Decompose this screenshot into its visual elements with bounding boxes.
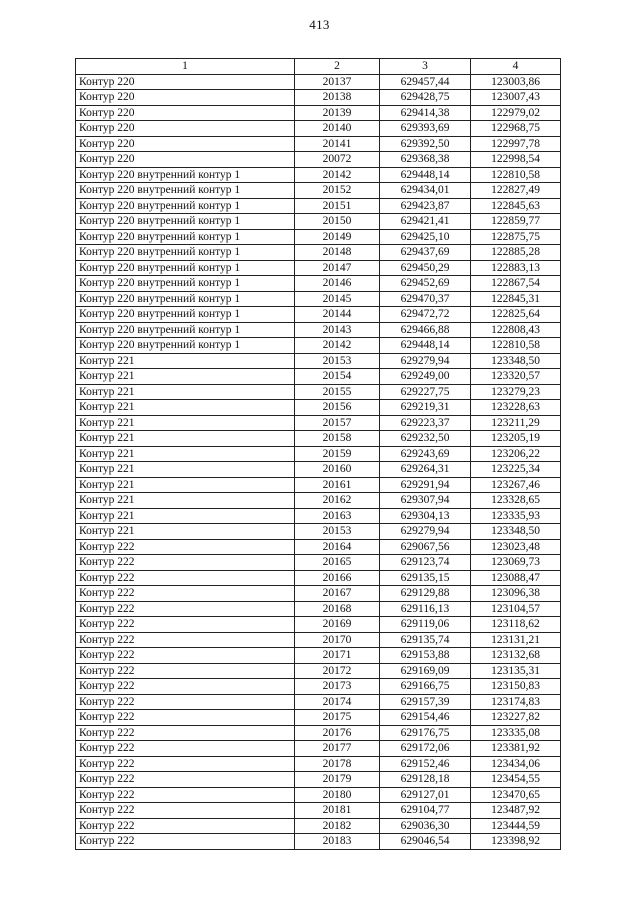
x-coordinate-cell: 629128,18 [380,772,471,788]
table-row [76,663,561,679]
y-coordinate-cell: 123174,83 [471,694,561,710]
contour-name-cell: Контур 222 [76,617,295,633]
y-coordinate-cell: 123348,50 [471,524,561,540]
table-row [76,214,561,230]
y-coordinate-cell: 122998,54 [471,152,561,168]
contour-name-cell: Контур 221 [76,384,295,400]
contour-name-cell: Контур 220 внутренний контур 1 [76,338,295,354]
table-row [76,803,561,819]
table-row [76,741,561,757]
y-coordinate-cell: 123279,23 [471,384,561,400]
x-coordinate-cell: 629232,50 [380,431,471,447]
x-coordinate-cell: 629279,94 [380,353,471,369]
contour-name-cell: Контур 221 [76,462,295,478]
table-row [76,772,561,788]
y-coordinate-cell: 123381,92 [471,741,561,757]
x-coordinate-cell: 629119,06 [380,617,471,633]
contour-name-cell: Контур 220 [76,121,295,137]
x-coordinate-cell: 629279,94 [380,524,471,540]
table-row [76,369,561,385]
y-coordinate-cell: 123225,34 [471,462,561,478]
contour-name-cell: Контур 222 [76,570,295,586]
contour-name-cell: Контур 222 [76,601,295,617]
x-coordinate-cell: 629227,75 [380,384,471,400]
coordinates-table-body [76,59,561,850]
x-coordinate-cell: 629129,88 [380,586,471,602]
table-row [76,431,561,447]
point-number-cell: 20182 [295,818,380,834]
y-coordinate-cell: 123206,22 [471,446,561,462]
contour-name-cell: Контур 221 [76,477,295,493]
point-number-cell: 20166 [295,570,380,586]
point-number-cell: 20141 [295,136,380,152]
contour-name-cell: Контур 222 [76,632,295,648]
point-number-cell: 20162 [295,493,380,509]
table-row [76,415,561,431]
x-coordinate-cell: 629135,74 [380,632,471,648]
contour-name-cell: Контур 221 [76,415,295,431]
y-coordinate-cell: 123003,86 [471,74,561,90]
table-row [76,121,561,137]
y-coordinate-cell: 122885,28 [471,245,561,261]
table-row [76,136,561,152]
y-coordinate-cell: 123227,82 [471,710,561,726]
table-row [76,229,561,245]
y-coordinate-cell: 122808,43 [471,322,561,338]
contour-name-cell: Контур 220 внутренний контур 1 [76,183,295,199]
contour-name-cell: Контур 220 [76,136,295,152]
contour-name-cell: Контур 221 [76,524,295,540]
contour-name-cell: Контур 222 [76,679,295,695]
point-number-cell: 20145 [295,291,380,307]
table-row [76,307,561,323]
x-coordinate-cell: 629067,56 [380,539,471,555]
contour-name-cell: Контур 222 [76,555,295,571]
point-number-cell: 20173 [295,679,380,695]
y-coordinate-cell: 122810,58 [471,338,561,354]
table-row [76,570,561,586]
contour-name-cell: Контур 222 [76,741,295,757]
y-coordinate-cell: 122845,31 [471,291,561,307]
point-number-cell: 20140 [295,121,380,137]
contour-name-cell: Контур 222 [76,539,295,555]
y-coordinate-cell: 123118,62 [471,617,561,633]
contour-name-cell: Контур 222 [76,725,295,741]
contour-name-cell: Контур 220 внутренний контур 1 [76,198,295,214]
point-number-cell: 20183 [295,834,380,850]
x-coordinate-cell: 629472,72 [380,307,471,323]
contour-name-cell: Контур 221 [76,431,295,447]
point-number-cell: 20169 [295,617,380,633]
contour-name-cell: Контур 222 [76,834,295,850]
contour-name-cell: Контур 220 внутренний контур 1 [76,245,295,261]
point-number-cell: 20158 [295,431,380,447]
contour-name-cell: Контур 220 внутренний контур 1 [76,167,295,183]
point-number-cell: 20161 [295,477,380,493]
x-coordinate-cell: 629135,15 [380,570,471,586]
point-number-cell: 20142 [295,167,380,183]
point-number-cell: 20072 [295,152,380,168]
point-number-cell: 20142 [295,338,380,354]
table-row [76,679,561,695]
x-coordinate-cell: 629169,09 [380,663,471,679]
contour-name-cell: Контур 221 [76,353,295,369]
x-coordinate-cell: 629154,46 [380,710,471,726]
x-coordinate-cell: 629437,69 [380,245,471,261]
table-row [76,477,561,493]
table-row [76,338,561,354]
x-coordinate-cell: 629448,14 [380,167,471,183]
point-number-cell: 20139 [295,105,380,121]
x-coordinate-cell: 629172,06 [380,741,471,757]
table-row [76,756,561,772]
x-coordinate-cell: 629046,54 [380,834,471,850]
y-coordinate-cell: 122867,54 [471,276,561,292]
point-number-cell: 20171 [295,648,380,664]
table-row [76,462,561,478]
y-coordinate-cell: 123205,19 [471,431,561,447]
x-coordinate-cell: 629153,88 [380,648,471,664]
x-coordinate-cell: 629428,75 [380,90,471,106]
point-number-cell: 20168 [295,601,380,617]
point-number-cell: 20172 [295,663,380,679]
contour-name-cell: Контур 221 [76,400,295,416]
point-number-cell: 20137 [295,74,380,90]
x-coordinate-cell: 629470,37 [380,291,471,307]
x-coordinate-cell: 629452,69 [380,276,471,292]
table-row [76,586,561,602]
table-row [76,617,561,633]
y-coordinate-cell: 122979,02 [471,105,561,121]
contour-name-cell: Контур 221 [76,446,295,462]
point-number-cell: 20155 [295,384,380,400]
contour-name-cell: Контур 220 [76,90,295,106]
table-row [76,787,561,803]
x-coordinate-cell: 629176,75 [380,725,471,741]
table-row [76,291,561,307]
point-number-cell: 20181 [295,803,380,819]
point-number-cell: 20152 [295,183,380,199]
x-coordinate-cell: 629243,69 [380,446,471,462]
contour-name-cell: Контур 220 внутренний контур 1 [76,214,295,230]
point-number-cell: 20153 [295,353,380,369]
point-number-cell: 20177 [295,741,380,757]
contour-name-cell: Контур 220 внутренний контур 1 [76,260,295,276]
x-coordinate-cell: 629393,69 [380,121,471,137]
point-number-cell: 20146 [295,276,380,292]
x-coordinate-cell: 629152,46 [380,756,471,772]
table-header-row [76,59,561,75]
table-row [76,260,561,276]
y-coordinate-cell: 123454,55 [471,772,561,788]
y-coordinate-cell: 123131,21 [471,632,561,648]
x-coordinate-cell: 629249,00 [380,369,471,385]
y-coordinate-cell: 123007,43 [471,90,561,106]
table-row [76,400,561,416]
table-row [76,105,561,121]
x-coordinate-cell: 629414,38 [380,105,471,121]
table-row [76,818,561,834]
coordinates-table [75,58,561,850]
contour-name-cell: Контур 222 [76,772,295,788]
point-number-cell: 20175 [295,710,380,726]
x-coordinate-cell: 629457,44 [380,74,471,90]
y-coordinate-cell: 122845,63 [471,198,561,214]
point-number-cell: 20163 [295,508,380,524]
point-number-cell: 20148 [295,245,380,261]
y-coordinate-cell: 123150,83 [471,679,561,695]
y-coordinate-cell: 123096,38 [471,586,561,602]
x-coordinate-cell: 629036,30 [380,818,471,834]
x-coordinate-cell: 629392,50 [380,136,471,152]
table-row [76,555,561,571]
x-coordinate-cell: 629421,41 [380,214,471,230]
point-number-cell: 20156 [295,400,380,416]
x-coordinate-cell: 629307,94 [380,493,471,509]
y-coordinate-cell: 123470,65 [471,787,561,803]
header-cell-4: 4 [471,59,561,75]
x-coordinate-cell: 629304,13 [380,508,471,524]
table-row [76,834,561,850]
y-coordinate-cell: 123023,48 [471,539,561,555]
header-cell-1: 1 [76,59,295,75]
y-coordinate-cell: 122810,58 [471,167,561,183]
y-coordinate-cell: 122875,75 [471,229,561,245]
y-coordinate-cell: 122997,78 [471,136,561,152]
table-row [76,245,561,261]
contour-name-cell: Контур 222 [76,803,295,819]
point-number-cell: 20170 [295,632,380,648]
table-row [76,322,561,338]
contour-name-cell: Контур 220 внутренний контур 1 [76,307,295,323]
point-number-cell: 20157 [295,415,380,431]
point-number-cell: 20149 [295,229,380,245]
table-row [76,710,561,726]
point-number-cell: 20164 [295,539,380,555]
point-number-cell: 20179 [295,772,380,788]
y-coordinate-cell: 123267,46 [471,477,561,493]
table-row [76,198,561,214]
contour-name-cell: Контур 220 [76,152,295,168]
table-row [76,694,561,710]
table-row [76,74,561,90]
point-number-cell: 20147 [295,260,380,276]
y-coordinate-cell: 123444,59 [471,818,561,834]
contour-name-cell: Контур 220 [76,105,295,121]
x-coordinate-cell: 629423,87 [380,198,471,214]
point-number-cell: 20165 [295,555,380,571]
point-number-cell: 20176 [295,725,380,741]
y-coordinate-cell: 123228,63 [471,400,561,416]
point-number-cell: 20138 [295,90,380,106]
y-coordinate-cell: 123104,57 [471,601,561,617]
contour-name-cell: Контур 222 [76,756,295,772]
contour-name-cell: Контур 222 [76,787,295,803]
point-number-cell: 20178 [295,756,380,772]
x-coordinate-cell: 629368,38 [380,152,471,168]
y-coordinate-cell: 123069,73 [471,555,561,571]
x-coordinate-cell: 629434,01 [380,183,471,199]
contour-name-cell: Контур 222 [76,710,295,726]
x-coordinate-cell: 629157,39 [380,694,471,710]
point-number-cell: 20143 [295,322,380,338]
table-row [76,524,561,540]
table-row [76,601,561,617]
point-number-cell: 20180 [295,787,380,803]
y-coordinate-cell: 123135,31 [471,663,561,679]
y-coordinate-cell: 123434,06 [471,756,561,772]
point-number-cell: 20174 [295,694,380,710]
x-coordinate-cell: 629466,88 [380,322,471,338]
y-coordinate-cell: 123348,50 [471,353,561,369]
contour-name-cell: Контур 222 [76,694,295,710]
x-coordinate-cell: 629425,10 [380,229,471,245]
y-coordinate-cell: 122827,49 [471,183,561,199]
table-row [76,648,561,664]
y-coordinate-cell: 123320,57 [471,369,561,385]
point-number-cell: 20153 [295,524,380,540]
x-coordinate-cell: 629219,31 [380,400,471,416]
x-coordinate-cell: 629291,94 [380,477,471,493]
page-number: 413 [309,17,330,32]
y-coordinate-cell: 123487,92 [471,803,561,819]
contour-name-cell: Контур 222 [76,648,295,664]
y-coordinate-cell: 122968,75 [471,121,561,137]
y-coordinate-cell: 123398,92 [471,834,561,850]
point-number-cell: 20144 [295,307,380,323]
contour-name-cell: Контур 220 внутренний контур 1 [76,276,295,292]
x-coordinate-cell: 629116,13 [380,601,471,617]
table-row [76,152,561,168]
contour-name-cell: Контур 220 внутренний контур 1 [76,229,295,245]
contour-name-cell: Контур 221 [76,369,295,385]
point-number-cell: 20159 [295,446,380,462]
table-row [76,183,561,199]
y-coordinate-cell: 123132,68 [471,648,561,664]
point-number-cell: 20154 [295,369,380,385]
y-coordinate-cell: 123211,29 [471,415,561,431]
table-row [76,167,561,183]
y-coordinate-cell: 123088,47 [471,570,561,586]
point-number-cell: 20150 [295,214,380,230]
y-coordinate-cell: 122859,77 [471,214,561,230]
contour-name-cell: Контур 222 [76,818,295,834]
x-coordinate-cell: 629123,74 [380,555,471,571]
table-row [76,446,561,462]
table-row [76,384,561,400]
table-row [76,632,561,648]
contour-name-cell: Контур 222 [76,663,295,679]
point-number-cell: 20167 [295,586,380,602]
y-coordinate-cell: 122883,13 [471,260,561,276]
y-coordinate-cell: 123335,93 [471,508,561,524]
table-row [76,508,561,524]
y-coordinate-cell: 123335,08 [471,725,561,741]
contour-name-cell: Контур 221 [76,508,295,524]
contour-name-cell: Контур 221 [76,493,295,509]
table-row [76,493,561,509]
table-row [76,276,561,292]
x-coordinate-cell: 629127,01 [380,787,471,803]
y-coordinate-cell: 122825,64 [471,307,561,323]
y-coordinate-cell: 123328,65 [471,493,561,509]
table-row [76,90,561,106]
contour-name-cell: Контур 220 [76,74,295,90]
x-coordinate-cell: 629223,37 [380,415,471,431]
x-coordinate-cell: 629448,14 [380,338,471,354]
x-coordinate-cell: 629450,29 [380,260,471,276]
point-number-cell: 20160 [295,462,380,478]
table-row [76,539,561,555]
table-row [76,725,561,741]
contour-name-cell: Контур 222 [76,586,295,602]
x-coordinate-cell: 629264,31 [380,462,471,478]
x-coordinate-cell: 629104,77 [380,803,471,819]
table-row [76,353,561,369]
header-cell-3: 3 [380,59,471,75]
x-coordinate-cell: 629166,75 [380,679,471,695]
contour-name-cell: Контур 220 внутренний контур 1 [76,291,295,307]
contour-name-cell: Контур 220 внутренний контур 1 [76,322,295,338]
header-cell-2: 2 [295,59,380,75]
point-number-cell: 20151 [295,198,380,214]
